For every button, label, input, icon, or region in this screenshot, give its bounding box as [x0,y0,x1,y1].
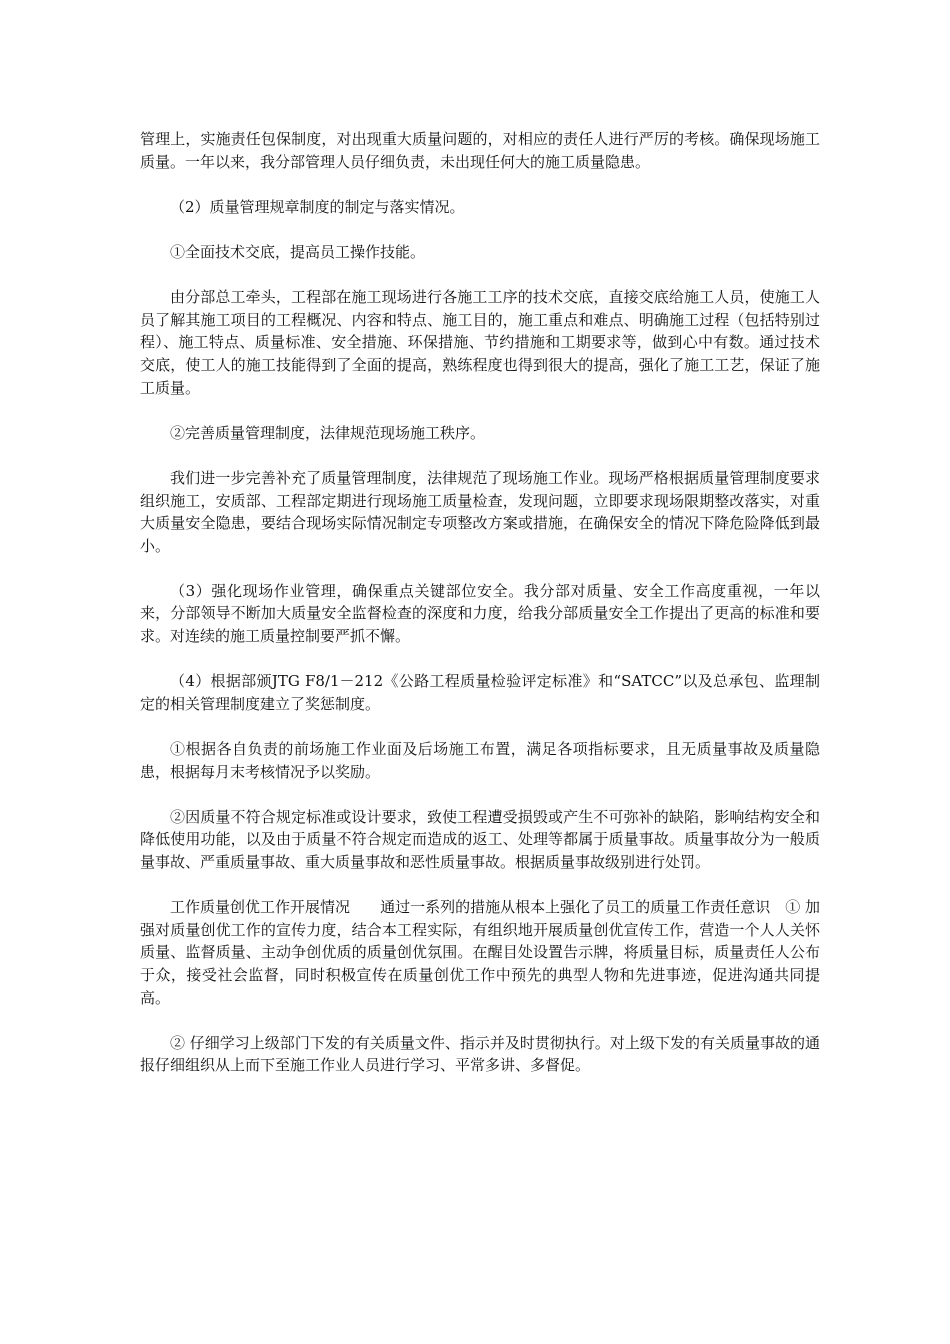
paragraph-11: 工作质量创优工作开展情况 通过一系列的措施从根本上强化了员工的质量工作责任意识 ① 加强对质量创优工作的宣传力度，结合本工程实际，有组织地开展质量创优宣传工作，营造一个人人关怀质量、监督质量、主动争创优质的质量创优氛围。在醒目处设置告示牌，将质量目标，质量责任人公布于众，接受社会监督，同时积极宣传在质量创优工作中预先的典型人物和先进事迹，促进沟通共同提高。 [140,898,820,1007]
paragraph-2: （2）质量管理规章制度的制定与落实情况。 [170,197,465,216]
paragraph-10: ②因质量不符合规定标准或设计要求，致使工程遭受损毁或产生不可弥补的缺陷，影响结构安全和降低使用功能，以及由于质量不符合规定而造成的返工、处理等都属于质量事故。质量事故分为一般质量事故、严重质量事故、重大质量事故和恶性质量事故。根据质量事故级别进行处罚。 [140,807,820,871]
paragraph-6: 我们进一步完善补充了质量管理制度，法律规范了现场施工作业。现场严格根据质量管理制度要求组织施工，安质部、工程部定期进行现场施工质量检查，发现问题，立即要求现场限期整改落实，对重大质量安全隐患，要结合现场实际情况制定专项整改方案或措施，在确保安全的情况下降危险降低到最小。 [140,468,820,555]
paragraph-12: ② 仔细学习上级部门下发的有关质量文件、指示并及时贯彻执行。对上级下发的有关质量事故的通报仔细组织从上而下至施工作业人员进行学习、平常多讲、多督促。 [140,1033,820,1075]
paragraph-4: 由分部总工牵头，工程部在施工现场进行各施工工序的技术交底，直接交底给施工人员，使施工人员了解其施工项目的工程概况、内容和特点、施工目的，施工重点和难点、明确施工过程（包括特别过程）、施工特点、质量标准、安全措施、环保措施、节约措施和工期要求等，做到心中有数。通过技术交底，使工人的施工技能得到了全面的提高，熟练程度也得到很大的提高，强化了施工工艺，保证了施工质量。 [140,288,820,397]
paragraph-1: 管理上，实施责任包保制度，对出现重大质量问题的，对相应的责任人进行严厉的考核。确保现场施工质量。一年以来，我分部管理人员仔细负责，未出现任何大的施工质量隐患。 [140,130,820,171]
paragraph-3: ①全面技术交底，提高员工操作技能。 [170,242,426,261]
paragraph-5: ②完善质量管理制度，法律规范现场施工秩序。 [170,423,486,442]
paragraph-7: （3）强化现场作业管理，确保重点关键部位安全。我分部对质量、安全工作高度重视，一年以来，分部领导不断加大质量安全监督检查的深度和力度，给我分部质量安全工作提出了更高的标准和要求。对连续的施工质量控制要严抓不懈。 [140,581,820,646]
document-page [140,128,820,1100]
paragraph-9: ①根据各自负责的前场施工作业面及后场施工布置，满足各项指标要求，且无质量事故及质量隐患，根据每月末考核情况予以奖励。 [140,740,820,781]
paragraph-8: （4）根据部颁JTG F8/1－212《公路工程质量检验评定标准》和“SATCC”以及总承包、监理制定的相关管理制度建立了奖惩制度。 [140,672,820,713]
